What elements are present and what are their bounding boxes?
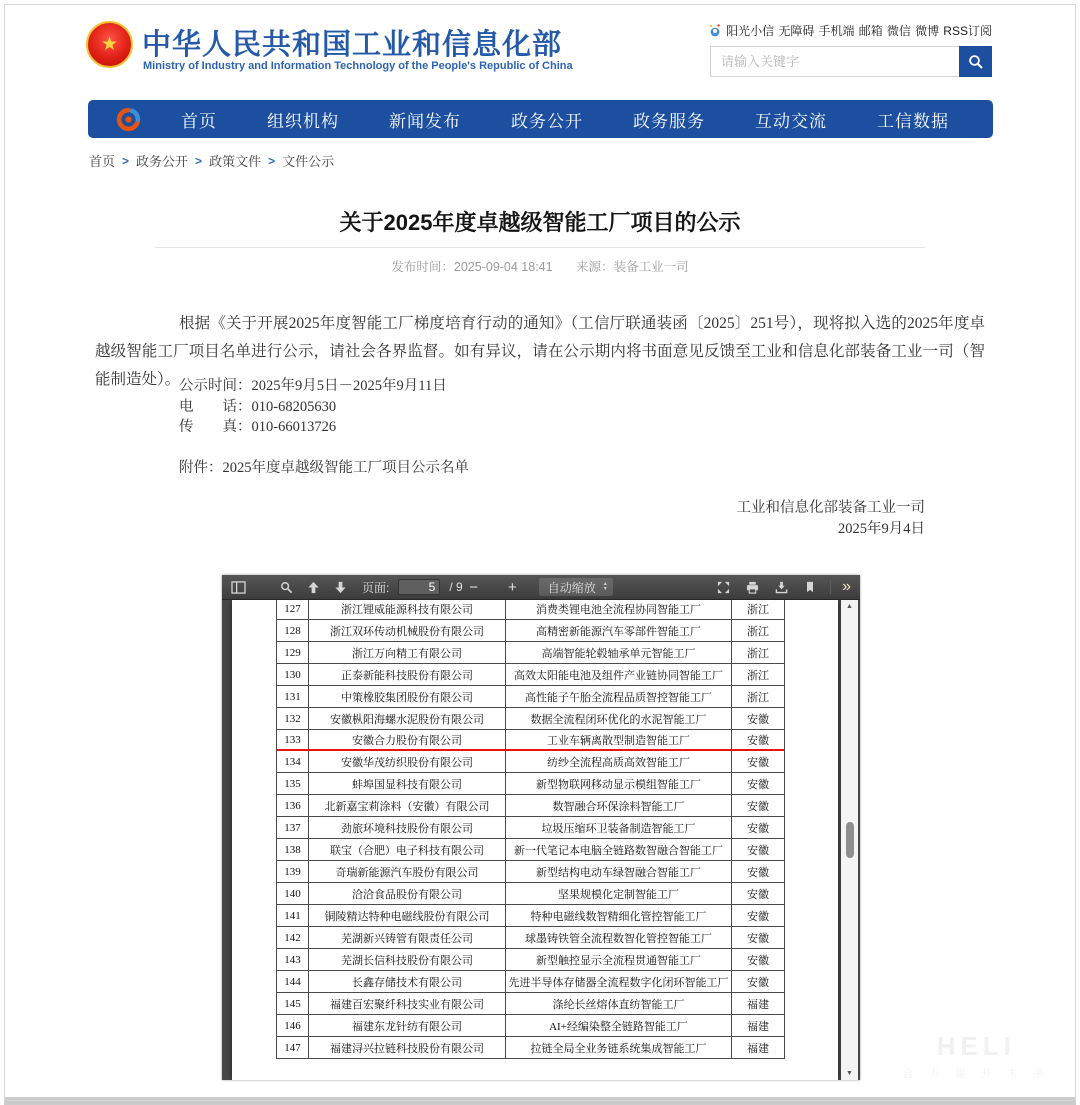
download-icon[interactable] (772, 578, 790, 596)
miit-swirl-icon (116, 107, 141, 132)
table-row: 146 福建东龙针纺有限公司 AI+经编染整全链路智能工厂 福建 (277, 1015, 784, 1037)
sign-date: 2025年9月4日 (838, 521, 925, 537)
search-input[interactable] (710, 46, 959, 77)
ministry-name-en: Ministry of Industry and Information Technology of the People's Republic of China (143, 60, 573, 72)
page-label: 页面: (362, 580, 390, 595)
search-icon (968, 54, 984, 70)
pdf-viewport (222, 600, 860, 1080)
search-button[interactable] (959, 46, 992, 77)
page-total: / 9 (449, 580, 463, 594)
signer-name: 工业和信息化部装备工业一司 (736, 500, 925, 516)
breadcrumb-home[interactable]: 首页 (89, 154, 116, 169)
scroll-down-icon[interactable]: ▼ (846, 1070, 853, 1077)
link-wechat[interactable]: 微信 (886, 24, 911, 38)
print-icon[interactable] (743, 578, 761, 596)
factory-table (276, 600, 785, 1059)
article-meta (0, 257, 1080, 275)
sidebar-toggle-icon[interactable] (229, 578, 247, 596)
toolbar-separator (830, 580, 831, 594)
breadcrumb (89, 151, 334, 170)
page-down-icon[interactable] (331, 578, 349, 596)
table-row: 132 安徽枞阳海螺水泥股份有限公司 数据全流程闭环优化的水泥智能工厂 安徽 (277, 708, 784, 730)
breadcrumb-separator: > (268, 153, 276, 168)
footer-bar (4, 1097, 1076, 1105)
select-arrows-icon: ▴ ▾ (603, 581, 607, 592)
table-row-highlighted: 133 安徽合力股份有限公司 工业车辆离散型制造智能工厂 安徽 (277, 730, 784, 751)
breadcrumb-policy-files[interactable]: 政策文件 (209, 154, 262, 169)
table-row: 141 铜陵精达特种电磁线股份有限公司 特种电磁线数智精细化管控智能工厂 安徽 (277, 905, 784, 927)
pdf-scrollbar[interactable] (841, 600, 858, 1080)
nav-item-data[interactable]: 工信数据 (877, 111, 949, 131)
nav-item-home[interactable]: 首页 (181, 111, 217, 131)
link-rss[interactable]: RSS订阅 (943, 24, 992, 38)
link-weibo[interactable]: 微博 (915, 24, 940, 38)
nav-item-gov-disclosure[interactable]: 政务公开 (511, 111, 583, 131)
table-row: 131 中策橡胶集团股份有限公司 高性能子午胎全流程品质智控智能工厂 浙江 (277, 686, 784, 708)
watermark (903, 1031, 1050, 1081)
table-row: 139 奇瑞新能源汽车股份有限公司 新型结构电动车绿智融合智能工厂 安徽 (277, 861, 784, 883)
breadcrumb-current: 文件公示 (282, 154, 335, 169)
zoom-mode-value: 自动缩放 (547, 580, 596, 595)
table-row: 134 安徽华茂纺织股份有限公司 纺纱全流程高质高效智能工厂 安徽 (277, 751, 784, 773)
header-quick-links (708, 22, 992, 39)
main-nav (88, 100, 993, 138)
nav-item-gov-services[interactable]: 政务服务 (633, 111, 705, 131)
article-source: 来源：装备工业一司 (576, 260, 689, 274)
ministry-name: 中华人民共和国工业和信息化部 (142, 29, 563, 61)
zoom-in-icon[interactable]: + (507, 578, 517, 596)
zoom-out-icon[interactable]: − (469, 578, 478, 596)
more-tools-icon[interactable]: » (842, 578, 851, 595)
table-row: 135 蚌埠国显科技有限公司 新型物联网移动显示模组智能工厂 安徽 (277, 773, 784, 795)
presentation-mode-icon[interactable] (714, 578, 732, 596)
link-mail[interactable]: 邮箱 (858, 24, 883, 38)
nav-item-news[interactable]: 新闻发布 (389, 111, 461, 131)
sunshine-mascot-icon (708, 23, 722, 39)
bookmark-icon[interactable] (801, 578, 819, 596)
link-mobile[interactable]: 手机端 (818, 24, 855, 38)
national-emblem-icon (86, 21, 133, 68)
table-row: 130 正泰新能科技股份有限公司 高效太阳能电池及组件产业链协同智能工厂 浙江 (277, 664, 784, 686)
watermark-slogan: 合 力 提 升 未 来 (902, 1068, 1050, 1080)
nav-item-interaction[interactable]: 互动交流 (755, 111, 827, 131)
table-row: 127 浙江锂威能源科技有限公司 消费类锂电池全流程协同智能工厂 浙江 (277, 600, 784, 620)
attachment-link[interactable]: 附件：2025年度卓越级智能工厂项目公示名单 (179, 460, 469, 476)
scroll-up-icon[interactable]: ▲ (846, 603, 853, 610)
star-icon: ★ (100, 34, 119, 55)
find-icon[interactable] (277, 578, 295, 596)
phone-line: 电 话：010-68205630 (179, 398, 337, 415)
article-info-lines (179, 376, 447, 438)
zoom-mode-select[interactable] (539, 578, 613, 596)
link-sunshine[interactable]: 阳光小信 (726, 24, 775, 38)
scrollbar-thumb[interactable] (846, 822, 854, 858)
publish-time: 发布时间：2025-09-04 18:41 (391, 260, 553, 274)
pdf-toolbar (222, 575, 860, 600)
search-bar (710, 46, 992, 77)
nav-list (141, 107, 993, 132)
title-divider (155, 247, 925, 248)
article-title: 关于2025年度卓越级智能工厂项目的公示 (339, 210, 741, 235)
breadcrumb-gov-disclosure[interactable]: 政务公开 (136, 154, 189, 169)
watermark-logo-text: HELI (936, 1031, 1016, 1061)
table-row: 143 芜湖长信科技股份有限公司 新型触控显示全流程贯通智能工厂 安徽 (277, 949, 784, 971)
fax-line: 传 真：010-66013726 (179, 419, 337, 435)
table-row: 129 浙江万向精工有限公司 高端智能轮毂轴承单元智能工厂 浙江 (277, 642, 784, 664)
notice-period: 公示时间：2025年9月5日－2025年9月11日 (179, 378, 447, 394)
table-row: 147 福建浔兴拉链科技股份有限公司 拉链全局全业务链系统集成智能工厂 福建 (277, 1037, 784, 1059)
pdf-page (232, 600, 838, 1080)
table-row: 140 洽洽食品股份有限公司 坚果规模化定制智能工厂 安徽 (277, 883, 784, 905)
table-row: 145 福建百宏聚纤科技实业有限公司 涤纶长丝熔体直纺智能工厂 福建 (277, 993, 784, 1015)
breadcrumb-separator: > (122, 153, 130, 168)
table-row: 142 芜湖新兴铸管有限责任公司 球墨铸铁管全流程数智化管控智能工厂 安徽 (277, 927, 784, 949)
breadcrumb-separator: > (195, 153, 203, 168)
link-accessibility[interactable]: 无障碍 (778, 24, 815, 38)
article-signature (737, 498, 926, 540)
table-row: 136 北新嘉宝莉涂料（安徽）有限公司 数智融合环保涂料智能工厂 安徽 (277, 795, 784, 817)
table-row: 137 劲旅环境科技股份有限公司 垃圾压缩环卫装备制造智能工厂 安徽 (277, 817, 784, 839)
page-number-input[interactable] (398, 579, 440, 595)
table-row: 144 长鑫存储技术有限公司 先进半导体存储器全流程数字化闭环智能工厂 安徽 (277, 971, 784, 993)
table-row: 138 联宝（合肥）电子科技有限公司 新一代笔记本电脑全链路数智融合智能工厂 安徽 (277, 839, 784, 861)
page-up-icon[interactable] (304, 578, 322, 596)
nav-item-organization[interactable]: 组织机构 (267, 111, 339, 131)
article-paragraph: 根据《关于开展2025年度智能工厂梯度培育行动的通知》（工信厅联通装函〔2025〕251号），现将拟入选的2025年度卓越级智能工厂项目名单进行公示，请社会各界监督。如有异议，请在公示期内将书面意见反馈至工业和信息化部装备工业一司（智能制造处）。 (95, 315, 985, 388)
pdf-viewer (222, 575, 860, 1080)
table-row: 128 浙江双环传动机械股份有限公司 高精密新能源汽车零部件智能工厂 浙江 (277, 620, 784, 642)
